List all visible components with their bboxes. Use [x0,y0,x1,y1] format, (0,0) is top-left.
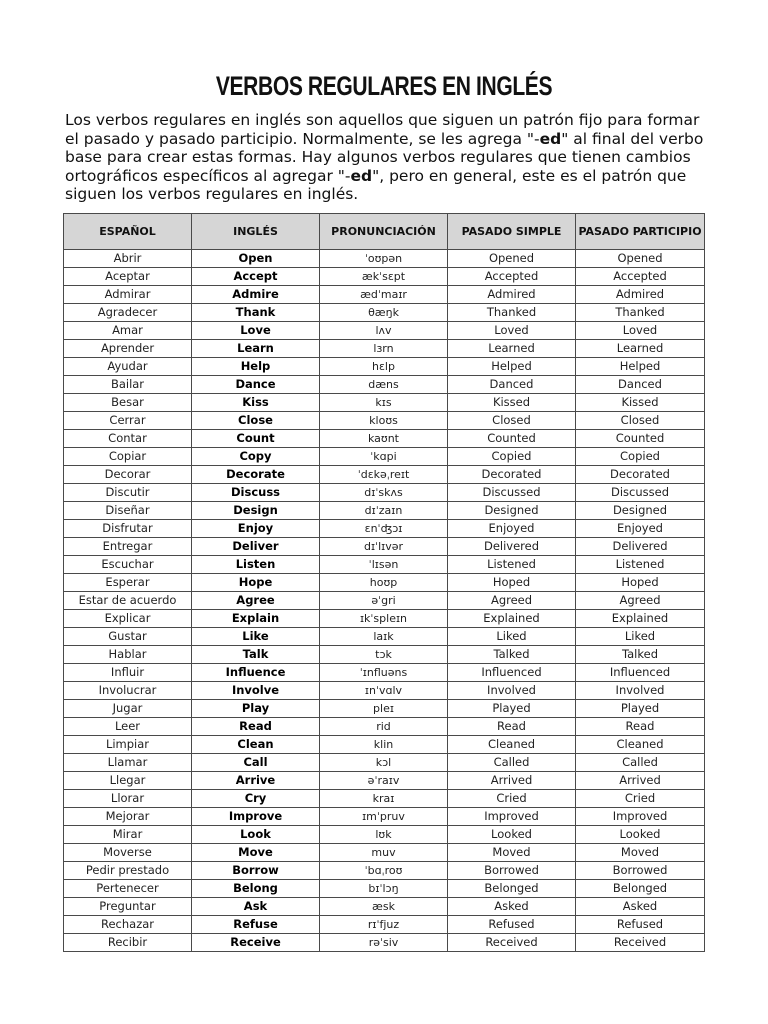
cell-ingles: Agree [192,592,320,610]
cell-pasado-simple: Arrived [448,772,576,790]
cell-pasado-simple: Opened [448,250,576,268]
cell-pronunciacion: ɪkˈspleɪn [320,610,448,628]
cell-espanol: Mejorar [64,808,192,826]
cell-ingles: Clean [192,736,320,754]
intro-text-2: " al final del verbo base para crear estas formas. Hay algunos verbos regulares que tienen cambios ortográficos específicos al agregar "- [65,129,704,185]
table-row [64,772,705,790]
cell-ingles: Dance [192,376,320,394]
table-body [64,250,705,952]
table-row [64,286,705,304]
table-row [64,466,705,484]
cell-pasado-participio: Cleaned [576,736,705,754]
cell-ingles: Talk [192,646,320,664]
cell-pronunciacion: ˈɪnfluəns [320,664,448,682]
cell-pasado-participio: Moved [576,844,705,862]
table-row [64,736,705,754]
cell-pasado-participio: Received [576,934,705,952]
cell-pasado-participio: Arrived [576,772,705,790]
table-row [64,394,705,412]
cell-pasado-participio: Thanked [576,304,705,322]
cell-pasado-simple: Played [448,700,576,718]
cell-pronunciacion: ˈdɛkəˌreɪt [320,466,448,484]
cell-pronunciacion: rəˈsiv [320,934,448,952]
cell-ingles: Kiss [192,394,320,412]
cell-pronunciacion: hoʊp [320,574,448,592]
cell-espanol: Amar [64,322,192,340]
cell-espanol: Ayudar [64,358,192,376]
cell-pronunciacion: æsk [320,898,448,916]
page-title: VERBOS REGULARES EN INGLÉS [215,71,553,101]
table-row [64,628,705,646]
cell-pasado-simple: Hoped [448,574,576,592]
table-row [64,934,705,952]
cell-espanol: Llegar [64,772,192,790]
cell-pronunciacion: tɔk [320,646,448,664]
table-row [64,268,705,286]
cell-espanol: Bailar [64,376,192,394]
cell-pasado-simple: Refused [448,916,576,934]
intro-text-3: ", pero en general, este es el patrón que siguen los verbos regulares en inglés. [65,166,687,204]
cell-pronunciacion: ædˈmaɪr [320,286,448,304]
table-row [64,430,705,448]
cell-pasado-simple: Asked [448,898,576,916]
cell-pasado-participio: Looked [576,826,705,844]
cell-ingles: Deliver [192,538,320,556]
cell-pronunciacion: ˈkɑpi [320,448,448,466]
header-pronunciacion: PRONUNCIACIÓN [320,214,448,250]
cell-pasado-participio: Liked [576,628,705,646]
cell-espanol: Diseñar [64,502,192,520]
cell-pronunciacion: θæŋk [320,304,448,322]
cell-pasado-simple: Copied [448,448,576,466]
cell-espanol: Llamar [64,754,192,772]
table-row [64,916,705,934]
cell-pasado-simple: Accepted [448,268,576,286]
cell-pronunciacion: hɛlp [320,358,448,376]
cell-espanol: Involucrar [64,682,192,700]
cell-pasado-simple: Cried [448,790,576,808]
table-row [64,646,705,664]
cell-ingles: Refuse [192,916,320,934]
cell-pasado-participio: Involved [576,682,705,700]
cell-espanol: Explicar [64,610,192,628]
cell-pasado-simple: Danced [448,376,576,394]
cell-espanol: Gustar [64,628,192,646]
intro-paragraph [65,111,715,204]
cell-ingles: Hope [192,574,320,592]
table-row [64,808,705,826]
cell-espanol: Rechazar [64,916,192,934]
cell-pasado-simple: Read [448,718,576,736]
cell-ingles: Love [192,322,320,340]
cell-pronunciacion: kraɪ [320,790,448,808]
intro-bold-2: ed [350,166,373,185]
cell-pasado-participio: Closed [576,412,705,430]
cell-pronunciacion: kaʊnt [320,430,448,448]
cell-ingles: Help [192,358,320,376]
cell-pasado-simple: Talked [448,646,576,664]
table-row [64,376,705,394]
cell-espanol: Llorar [64,790,192,808]
cell-pronunciacion: dɪˈzaɪn [320,502,448,520]
cell-pasado-simple: Learned [448,340,576,358]
cell-pasado-participio: Copied [576,448,705,466]
cell-pasado-simple: Explained [448,610,576,628]
cell-pasado-participio: Danced [576,376,705,394]
cell-espanol: Pertenecer [64,880,192,898]
cell-pasado-simple: Influenced [448,664,576,682]
cell-ingles: Accept [192,268,320,286]
cell-pronunciacion: ˈoʊpən [320,250,448,268]
cell-pronunciacion: kɔl [320,754,448,772]
cell-pasado-participio: Agreed [576,592,705,610]
cell-pasado-participio: Influenced [576,664,705,682]
cell-pasado-participio: Belonged [576,880,705,898]
cell-espanol: Mirar [64,826,192,844]
cell-espanol: Copiar [64,448,192,466]
cell-pasado-simple: Called [448,754,576,772]
table-row [64,322,705,340]
cell-pasado-simple: Belonged [448,880,576,898]
cell-espanol: Jugar [64,700,192,718]
table-row [64,592,705,610]
cell-pasado-simple: Looked [448,826,576,844]
cell-pronunciacion: əˈraɪv [320,772,448,790]
cell-pasado-participio: Decorated [576,466,705,484]
table-row [64,250,705,268]
table-row [64,412,705,430]
cell-pronunciacion: rɪˈfjuz [320,916,448,934]
cell-pronunciacion: kloʊs [320,412,448,430]
cell-ingles: Close [192,412,320,430]
cell-pronunciacion: dæns [320,376,448,394]
cell-pasado-participio: Called [576,754,705,772]
cell-ingles: Explain [192,610,320,628]
cell-pasado-simple: Discussed [448,484,576,502]
cell-pronunciacion: lɜrn [320,340,448,358]
cell-pasado-participio: Counted [576,430,705,448]
cell-pasado-simple: Designed [448,502,576,520]
cell-espanol: Aceptar [64,268,192,286]
cell-ingles: Copy [192,448,320,466]
cell-pronunciacion: laɪk [320,628,448,646]
header-espanol: ESPAÑOL [64,214,192,250]
table-row [64,610,705,628]
cell-pronunciacion: lʊk [320,826,448,844]
cell-pasado-simple: Closed [448,412,576,430]
cell-ingles: Decorate [192,466,320,484]
cell-pronunciacion: ˈlɪsən [320,556,448,574]
cell-pasado-simple: Helped [448,358,576,376]
cell-ingles: Call [192,754,320,772]
cell-ingles: Enjoy [192,520,320,538]
cell-pasado-simple: Decorated [448,466,576,484]
cell-pasado-simple: Liked [448,628,576,646]
cell-pasado-participio: Played [576,700,705,718]
table-row [64,358,705,376]
cell-pasado-participio: Accepted [576,268,705,286]
cell-pasado-simple: Agreed [448,592,576,610]
cell-ingles: Discuss [192,484,320,502]
cell-espanol: Preguntar [64,898,192,916]
cell-pasado-participio: Talked [576,646,705,664]
table-row [64,862,705,880]
cell-espanol: Agradecer [64,304,192,322]
cell-espanol: Cerrar [64,412,192,430]
cell-pasado-simple: Involved [448,682,576,700]
cell-espanol: Besar [64,394,192,412]
cell-espanol: Recibir [64,934,192,952]
cell-pronunciacion: ɪmˈpruv [320,808,448,826]
cell-espanol: Limpiar [64,736,192,754]
cell-pronunciacion: lʌv [320,322,448,340]
cell-ingles: Ask [192,898,320,916]
cell-espanol: Contar [64,430,192,448]
cell-ingles: Play [192,700,320,718]
cell-ingles: Open [192,250,320,268]
table-row [64,790,705,808]
cell-pasado-simple: Loved [448,322,576,340]
cell-pronunciacion: ækˈsɛpt [320,268,448,286]
cell-pasado-simple: Thanked [448,304,576,322]
cell-pasado-simple: Enjoyed [448,520,576,538]
table-row [64,664,705,682]
cell-pasado-simple: Improved [448,808,576,826]
table-row [64,538,705,556]
cell-ingles: Learn [192,340,320,358]
cell-pasado-participio: Kissed [576,394,705,412]
cell-pasado-simple: Listened [448,556,576,574]
header-ingles: INGLÉS [192,214,320,250]
cell-espanol: Decorar [64,466,192,484]
header-pasado-participio: PASADO PARTICIPIO [576,214,705,250]
cell-pronunciacion: ˈbɑˌroʊ [320,862,448,880]
cell-pasado-simple: Borrowed [448,862,576,880]
table-row [64,826,705,844]
table-row [64,304,705,322]
cell-pronunciacion: muv [320,844,448,862]
cell-pasado-participio: Borrowed [576,862,705,880]
cell-pronunciacion: rid [320,718,448,736]
table-row [64,880,705,898]
cell-ingles: Thank [192,304,320,322]
cell-espanol: Esperar [64,574,192,592]
intro-bold-1: ed [539,129,562,148]
cell-pasado-simple: Counted [448,430,576,448]
cell-ingles: Look [192,826,320,844]
cell-ingles: Design [192,502,320,520]
cell-pasado-participio: Helped [576,358,705,376]
cell-ingles: Arrive [192,772,320,790]
cell-pronunciacion: kɪs [320,394,448,412]
cell-pronunciacion: əˈgri [320,592,448,610]
cell-pasado-participio: Cried [576,790,705,808]
cell-pronunciacion: pleɪ [320,700,448,718]
cell-ingles: Influence [192,664,320,682]
cell-pronunciacion: dɪˈskʌs [320,484,448,502]
cell-ingles: Read [192,718,320,736]
cell-ingles: Involve [192,682,320,700]
cell-espanol: Estar de acuerdo [64,592,192,610]
cell-espanol: Disfrutar [64,520,192,538]
table-row [64,700,705,718]
cell-pasado-participio: Read [576,718,705,736]
cell-ingles: Listen [192,556,320,574]
table-row [64,754,705,772]
table-row [64,502,705,520]
cell-pasado-participio: Improved [576,808,705,826]
table-row [64,718,705,736]
table-row [64,844,705,862]
cell-pasado-participio: Enjoyed [576,520,705,538]
cell-espanol: Escuchar [64,556,192,574]
cell-pasado-participio: Hoped [576,574,705,592]
cell-espanol: Leer [64,718,192,736]
cell-espanol: Aprender [64,340,192,358]
cell-pasado-participio: Loved [576,322,705,340]
cell-pronunciacion: dɪˈlɪvər [320,538,448,556]
cell-pasado-simple: Admired [448,286,576,304]
cell-espanol: Abrir [64,250,192,268]
table-row [64,574,705,592]
cell-pasado-participio: Learned [576,340,705,358]
cell-pasado-simple: Received [448,934,576,952]
cell-pasado-participio: Explained [576,610,705,628]
cell-pasado-simple: Cleaned [448,736,576,754]
table-row [64,484,705,502]
table-row [64,898,705,916]
cell-ingles: Count [192,430,320,448]
cell-ingles: Receive [192,934,320,952]
cell-pasado-participio: Admired [576,286,705,304]
cell-espanol: Entregar [64,538,192,556]
intro-text-1: Los verbos regulares en inglés son aquellos que siguen un patrón fijo para formar el pasado y pasado participio. Normalmente, se les agrega "- [65,111,700,148]
table-row [64,340,705,358]
cell-pasado-participio: Designed [576,502,705,520]
table-row [64,448,705,466]
cell-pronunciacion: klin [320,736,448,754]
cell-ingles: Borrow [192,862,320,880]
cell-pasado-participio: Asked [576,898,705,916]
table-row [64,520,705,538]
cell-espanol: Pedir prestado [64,862,192,880]
cell-espanol: Discutir [64,484,192,502]
cell-ingles: Move [192,844,320,862]
cell-pasado-simple: Moved [448,844,576,862]
cell-pasado-participio: Opened [576,250,705,268]
cell-pasado-participio: Delivered [576,538,705,556]
table-row [64,682,705,700]
cell-ingles: Cry [192,790,320,808]
cell-ingles: Belong [192,880,320,898]
cell-ingles: Admire [192,286,320,304]
table-header-row [64,214,705,250]
cell-pronunciacion: ɛnˈʤɔɪ [320,520,448,538]
cell-ingles: Like [192,628,320,646]
table-row [64,556,705,574]
cell-espanol: Influir [64,664,192,682]
cell-pasado-participio: Refused [576,916,705,934]
cell-espanol: Admirar [64,286,192,304]
cell-pasado-participio: Discussed [576,484,705,502]
cell-espanol: Hablar [64,646,192,664]
cell-pronunciacion: ɪnˈvɑlv [320,682,448,700]
cell-espanol: Moverse [64,844,192,862]
header-pasado-simple: PASADO SIMPLE [448,214,576,250]
cell-pronunciacion: bɪˈlɔŋ [320,880,448,898]
cell-ingles: Improve [192,808,320,826]
cell-pasado-participio: Listened [576,556,705,574]
cell-pasado-simple: Kissed [448,394,576,412]
verbs-table [63,213,705,952]
cell-pasado-simple: Delivered [448,538,576,556]
